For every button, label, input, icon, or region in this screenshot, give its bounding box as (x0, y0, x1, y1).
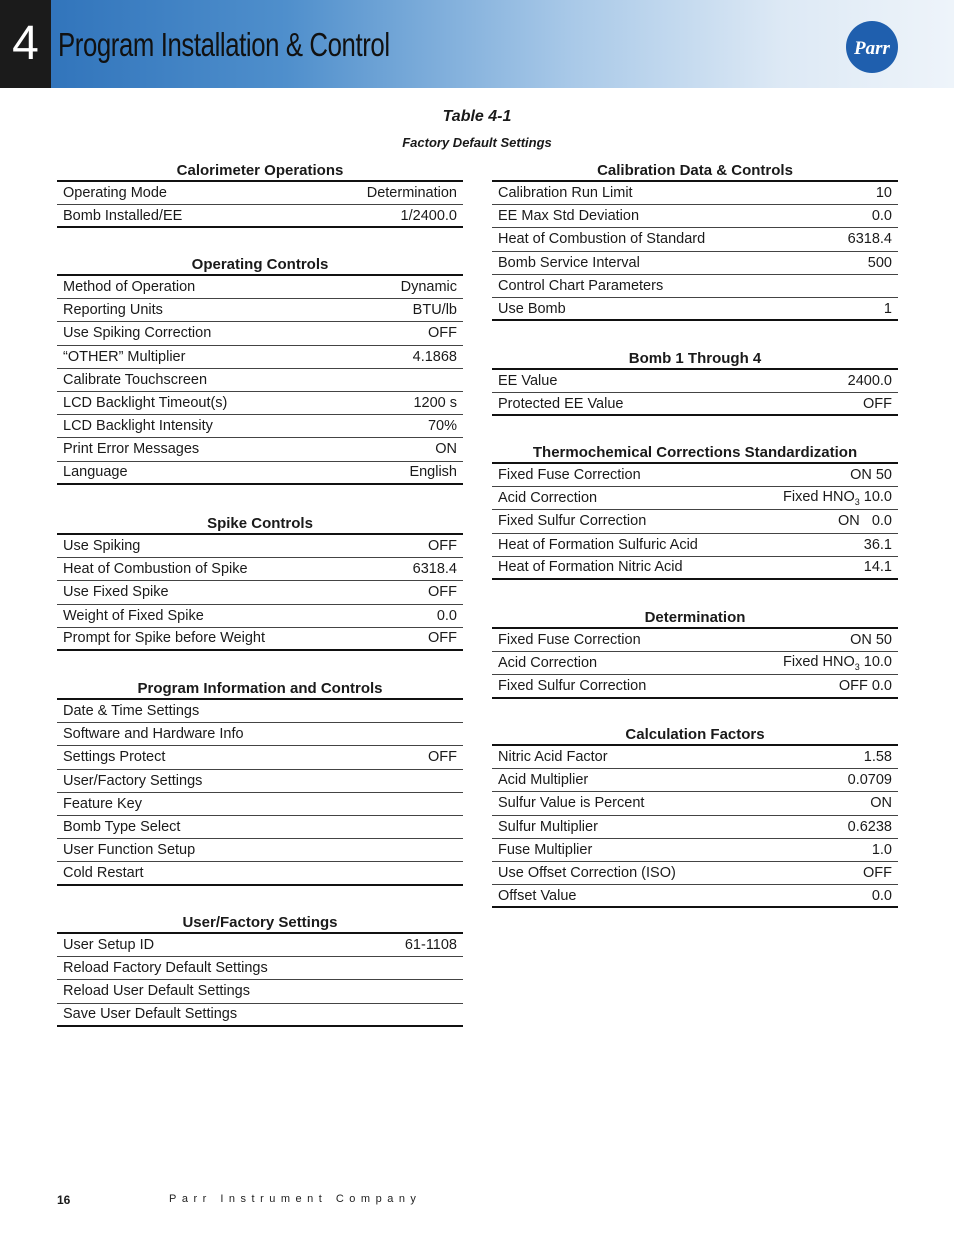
setting-value: 1 (883, 300, 892, 317)
value-text: Fixed HNO (783, 654, 855, 671)
setting-value: OFF 0.0 (838, 677, 892, 694)
table-row (492, 629, 898, 652)
table-row (57, 558, 463, 581)
setting-label: LCD Backlight Intensity (63, 418, 213, 435)
setting-label: Reload Factory Default Settings (63, 960, 268, 977)
setting-label: LCD Backlight Timeout(s) (63, 395, 228, 412)
setting-label: Heat of Formation Sulfuric Acid (498, 536, 698, 553)
setting-value: OFF (428, 749, 457, 766)
setting-label: Heat of Combustion of Spike (63, 561, 248, 578)
settings-table-calculation-factors (492, 724, 898, 908)
table-caption-title: Table 4-1 (442, 108, 512, 125)
setting-value (783, 654, 892, 672)
setting-value: OFF (428, 325, 457, 342)
setting-value: OFF (863, 865, 892, 882)
setting-value: 61-1108 (404, 937, 457, 954)
section-heading: Program Information and Controls (57, 678, 463, 700)
table-row (57, 934, 463, 957)
setting-value: 70% (427, 418, 457, 435)
table-row (492, 182, 898, 205)
setting-label: Sulfur Multiplier (498, 818, 598, 835)
setting-label: Acid Correction (498, 490, 598, 507)
setting-value: 1.58 (863, 749, 892, 766)
setting-label: Software and Hardware Info (63, 726, 244, 743)
chapter-title: Program Installation & Control (58, 26, 390, 63)
table-row (57, 415, 463, 438)
setting-label: User Setup ID (63, 937, 155, 954)
table-row (57, 605, 463, 628)
setting-value: 36.1 (863, 536, 892, 553)
section-heading: Spike Controls (57, 513, 463, 535)
setting-value: 6318.4 (412, 561, 457, 578)
setting-value: 0.6238 (847, 818, 892, 835)
table-row (492, 510, 898, 533)
table-row (57, 276, 463, 299)
setting-label: Fixed Fuse Correction (498, 467, 641, 484)
section-heading: Bomb 1 Through 4 (492, 348, 898, 370)
setting-label: Weight of Fixed Spike (63, 607, 204, 624)
setting-label: Nitric Acid Factor (498, 749, 608, 766)
footer-company: Parr Instrument Company (169, 1193, 422, 1205)
setting-label: Calibration Run Limit (498, 185, 633, 202)
setting-label: Method of Operation (63, 279, 196, 296)
table-row (57, 1004, 463, 1027)
setting-label: Save User Default Settings (63, 1006, 238, 1023)
setting-label: Settings Protect (63, 749, 166, 766)
logo-text: Parr (854, 38, 890, 59)
table-row (492, 862, 898, 885)
setting-label: Cold Restart (63, 864, 144, 881)
table-row (57, 205, 463, 228)
setting-label: EE Value (498, 373, 558, 390)
setting-label: Language (63, 464, 128, 481)
setting-label: Prompt for Spike before Weight (63, 630, 266, 647)
setting-label: User Function Setup (63, 842, 196, 859)
value-text-after: 10.0 (859, 654, 892, 671)
table-row (492, 885, 898, 908)
table-row (492, 205, 898, 228)
settings-table-operating-controls (57, 254, 463, 485)
setting-label: Control Chart Parameters (498, 277, 664, 294)
setting-label: Fixed Sulfur Correction (498, 513, 647, 530)
settings-table-thermochemical-corrections-standardization (492, 442, 898, 580)
setting-value: OFF (428, 538, 457, 555)
table-row (492, 675, 898, 698)
setting-label: Offset Value (498, 887, 577, 904)
table-row (492, 487, 898, 510)
setting-label: Protected EE Value (498, 395, 624, 412)
setting-value: BTU/lb (412, 302, 457, 319)
table-row (492, 393, 898, 416)
setting-value: 10 (875, 185, 892, 202)
section-heading: Thermochemical Corrections Standardization (492, 442, 898, 464)
setting-value: 4.1868 (412, 348, 457, 365)
table-row (492, 370, 898, 393)
table-row (492, 298, 898, 321)
setting-label: Acid Correction (498, 655, 598, 672)
table-row (492, 464, 898, 487)
setting-value: 0.0 (436, 607, 457, 624)
setting-value: ON (870, 795, 892, 812)
chapter-number: 4 (0, 0, 51, 88)
table-row (57, 369, 463, 392)
setting-label: Print Error Messages (63, 441, 200, 458)
table-row (57, 299, 463, 322)
table-row (57, 392, 463, 415)
table-caption-subtitle: Factory Default Settings (402, 135, 552, 150)
table-row (492, 652, 898, 675)
table-row (57, 182, 463, 205)
setting-label: Acid Multiplier (498, 772, 589, 789)
settings-table-determination (492, 607, 898, 699)
settings-table-user-factory-settings (57, 912, 463, 1027)
setting-value (783, 489, 892, 507)
value-text-after: 10.0 (859, 489, 892, 506)
setting-label: Sulfur Value is Percent (498, 795, 645, 812)
table-row (492, 228, 898, 251)
setting-value: 0.0 (871, 887, 892, 904)
section-heading: User/Factory Settings (57, 912, 463, 934)
settings-table-program-information-and-controls (57, 678, 463, 886)
setting-label: Bomb Service Interval (498, 254, 640, 271)
section-heading: Operating Controls (57, 254, 463, 276)
table-row (57, 535, 463, 558)
setting-label: Calibrate Touchscreen (63, 371, 208, 388)
setting-value: 14.1 (863, 559, 892, 576)
setting-value: 0.0709 (847, 772, 892, 789)
setting-value: ON 0.0 (838, 513, 892, 530)
setting-value: 500 (867, 254, 892, 271)
setting-value: 0.0 (871, 208, 892, 225)
setting-label: Operating Mode (63, 185, 167, 202)
table-row (57, 770, 463, 793)
setting-value: OFF (428, 630, 457, 647)
setting-label: Reporting Units (63, 302, 163, 319)
setting-label: Heat of Combustion of Standard (498, 231, 706, 248)
setting-value: OFF (428, 584, 457, 601)
setting-label: Reload User Default Settings (63, 983, 250, 1000)
setting-value: 6318.4 (847, 231, 892, 248)
table-row (57, 793, 463, 816)
setting-value: 2400.0 (847, 373, 892, 390)
setting-label: Heat of Formation Nitric Acid (498, 559, 683, 576)
table-row (57, 346, 463, 369)
table-row (57, 628, 463, 651)
setting-value: Dynamic (400, 279, 457, 296)
table-row (57, 700, 463, 723)
settings-table-spike-controls (57, 513, 463, 651)
table-row (492, 839, 898, 862)
setting-label: Use Spiking (63, 538, 141, 555)
setting-value: ON 50 (850, 632, 892, 649)
table-row (492, 557, 898, 580)
setting-label: EE Max Std Deviation (498, 208, 640, 225)
setting-value: ON (435, 441, 457, 458)
page-header (0, 0, 954, 88)
setting-label: Bomb Type Select (63, 819, 181, 836)
parr-logo (845, 20, 899, 74)
table-row (57, 839, 463, 862)
setting-label: Bomb Installed/EE (63, 207, 183, 224)
setting-value: 1/2400.0 (400, 207, 457, 224)
setting-label: Fixed Fuse Correction (498, 632, 641, 649)
value-subscript: 3 (854, 497, 860, 508)
table-row (57, 462, 463, 485)
table-row (57, 581, 463, 604)
page-number: 16 (57, 1193, 71, 1207)
table-row (57, 438, 463, 461)
table-row (492, 534, 898, 557)
section-heading: Calculation Factors (492, 724, 898, 746)
table-row (492, 816, 898, 839)
settings-table-calibration-data-controls (492, 160, 898, 321)
setting-value: ON 50 (850, 467, 892, 484)
value-text: Fixed HNO (783, 489, 855, 506)
value-subscript: 3 (854, 662, 860, 673)
setting-value: Determination (366, 185, 457, 202)
setting-value: OFF (863, 395, 892, 412)
setting-label: Use Spiking Correction (63, 325, 212, 342)
table-row (57, 862, 463, 885)
setting-label: Fuse Multiplier (498, 841, 593, 858)
setting-label: “OTHER” Multiplier (63, 348, 186, 365)
table-row (492, 252, 898, 275)
setting-value: English (409, 464, 457, 481)
table-row (492, 769, 898, 792)
table-row (492, 792, 898, 815)
setting-label: User/Factory Settings (63, 772, 203, 789)
setting-value: 1.0 (871, 841, 892, 858)
setting-label: Use Fixed Spike (63, 584, 169, 601)
table-row (492, 275, 898, 298)
table-row (57, 957, 463, 980)
setting-label: Use Offset Correction (ISO) (498, 865, 676, 882)
setting-label: Date & Time Settings (63, 703, 200, 720)
table-row (492, 746, 898, 769)
table-row (57, 816, 463, 839)
table-row (57, 322, 463, 345)
section-heading: Calibration Data & Controls (492, 160, 898, 182)
section-heading: Determination (492, 607, 898, 629)
section-heading: Calorimeter Operations (57, 160, 463, 182)
setting-value: 1200 s (413, 395, 457, 412)
setting-label: Fixed Sulfur Correction (498, 677, 647, 694)
table-row (57, 723, 463, 746)
table-row (57, 746, 463, 769)
setting-label: Use Bomb (498, 300, 566, 317)
settings-table-calorimeter-operations (57, 160, 463, 228)
table-row (57, 980, 463, 1003)
setting-label: Feature Key (63, 795, 142, 812)
settings-table-bomb-1-through-4 (492, 348, 898, 416)
